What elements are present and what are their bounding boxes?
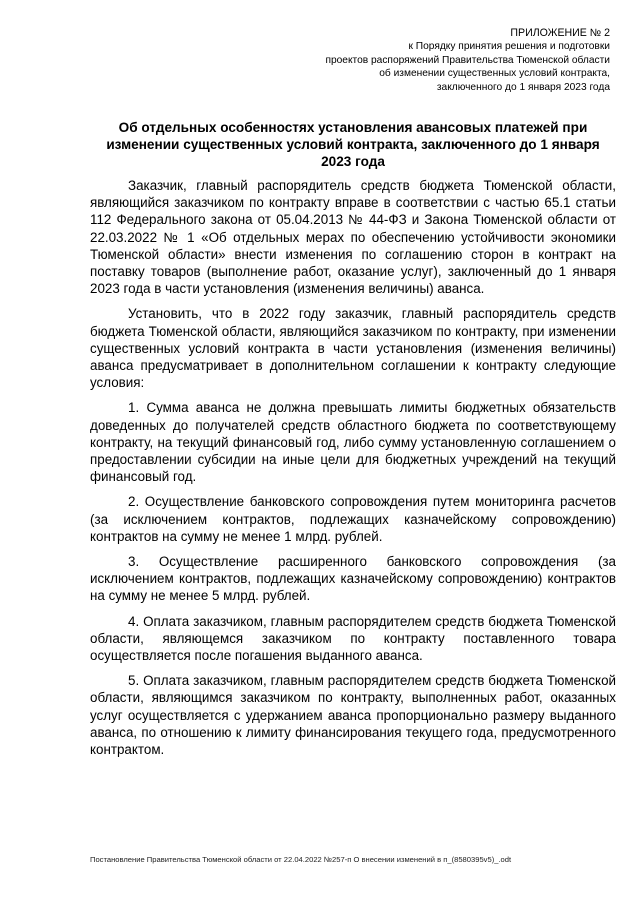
condition-1: 1. Сумма аванса не должна превышать лимиты бюджетных обязательств доведенных до получателей средств областного бюджета по соответствующему контракту, на текущий финансовый год, либо сумму установленную соглашением о предоставлении субсидии на иные цели для бюджетных учреждений на текущий финансовый год.: [90, 400, 616, 485]
appendix-line: к Порядку принятия решения и подготовки: [408, 41, 610, 53]
document-body: [90, 177, 616, 766]
appendix-number: ПРИЛОЖЕНИЕ № 2: [510, 27, 610, 39]
paragraph-establish: Установить, что в 2022 году заказчик, главный распорядитель средств бюджета Тюменской области, являющийся заказчиком по контракту, при изменении существенных условий контракта в части установления (изменения величины) аванса предусматривает в дополнительном соглашении к контракту следующие условия:: [90, 306, 616, 391]
condition-4: 4. Оплата заказчиком, главным распорядителем средств бюджета Тюменской области, являющемся заказчиком по контракту поставленного товара осуществляется после погашения выданного аванса.: [90, 613, 616, 664]
document-title: Об отдельных особенностях установления авансовых платежей при изменении существенных условий контракта, заключенного до 1 января 2023 года: [106, 120, 600, 169]
condition-2: 2. Осуществление банковского сопровождения путем мониторинга расчетов (за исключением контрактов, подлежащих казначейскому сопровождению) контрактов на сумму не менее 1 млрд. рублей.: [90, 494, 616, 544]
appendix-line: заключенного до 1 января 2023 года: [436, 81, 610, 93]
appendix-line: проектов распоряжений Правительства Тюменской области: [325, 54, 610, 66]
condition-5: 5. Оплата заказчиком, главным распорядителем средств бюджета Тюменской области, являющимся заказчиком по контракту, выполненных работ, оказанных услуг осуществляется с удержанием аванса пропорционально размеру выданного аванса, по отношению к лимиту финансирования текущего года, предусмотренного контрактом.: [90, 673, 616, 758]
condition-3: 3. Осуществление расширенного банковского сопровождения (за исключением контрактов, подлежащих казначейскому сопровождению) контрактов на сумму не менее 5 млрд. рублей.: [90, 554, 616, 604]
page-footer: Постановление Правительства Тюменской области от 22.04.2022 №257-п О внесении изменений в п_(8580395v5)_.odt: [90, 855, 512, 864]
appendix-header: [210, 27, 610, 94]
appendix-line: об изменении существенных условий контракта,: [379, 68, 610, 80]
paragraph-intro: Заказчик, главный распорядитель средств бюджета Тюменской области, являющийся заказчиком по контракту вправе в соответствии с частью 65.1 статьи 112 Федерального закона от 05.04.2013 № 44-ФЗ и Закона Тюменской области от 22.03.2022 № 1 «Об отдельных мерах по обеспечению устойчивости экономики Тюменской области» внести изменения по соглашению сторон в контракт на поставку товаров (выполнение работ, оказание услуг), заключенный до 1 января 2023 года в части установления (изменения величины) аванса.: [90, 178, 616, 297]
